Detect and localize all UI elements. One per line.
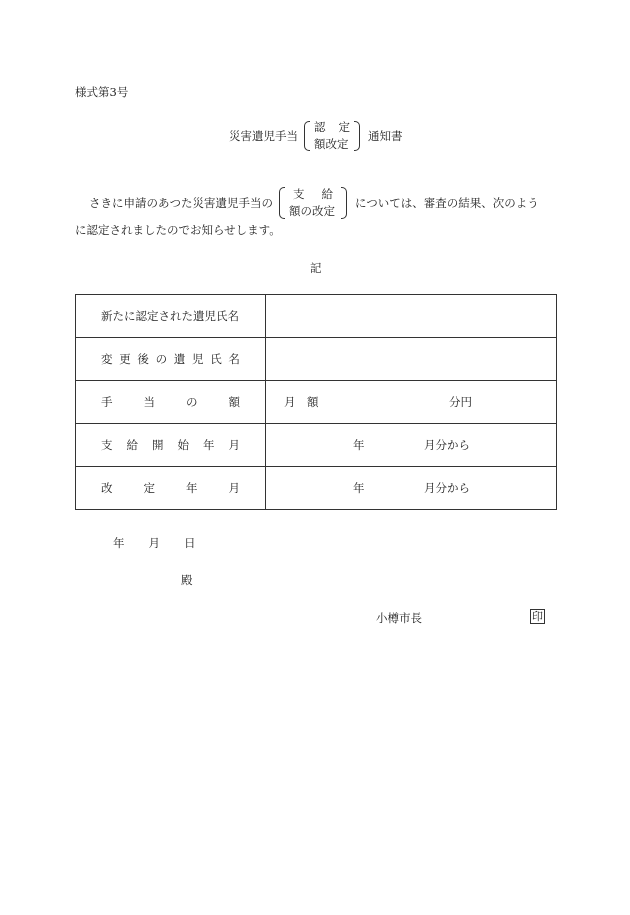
left-bracket [279,187,285,219]
seal-mark: 印 [532,610,543,623]
date-year: 年 [113,536,125,550]
row4-label-char: 給 [126,438,138,452]
row2-label-char: 遺 [173,352,186,366]
right-bracket [354,121,360,151]
row2-label-char: 後 [137,352,149,366]
body-option-top-char-2: 給 [321,187,333,201]
row4-value-month: 月分から [424,438,470,452]
table-row [76,467,557,510]
row5-label-char: 月 [228,481,240,495]
row3-value-unit: 分円 [449,395,472,409]
table-label-cell [76,381,266,424]
title-bracket-options [314,120,350,152]
row3-value-monthly: 月 額 [284,395,319,409]
row4-label-char: 年 [203,438,215,452]
row2-label-char: の [155,352,168,366]
table-value-cell [266,467,557,510]
document-title [229,119,403,153]
body-option-top-char-1: 支 [293,187,305,201]
body-bracket-options [289,187,337,219]
row2-label-char: 変 [101,352,113,366]
row4-value-year: 年 [353,438,365,452]
title-suffix: 通知書 [368,129,403,143]
left-bracket [304,121,310,151]
table-label-cell [76,424,266,467]
body-line1-prefix: さきに申請のあつた災害遺児手当の [89,196,273,210]
row2-label-char: 更 [119,352,131,366]
table-value-cell [266,381,557,424]
row4-label-char: 月 [228,438,240,452]
table-row [76,424,557,467]
table-label-cell [76,295,266,338]
row2-label-char: 児 [192,352,204,366]
table-row [76,381,557,424]
row3-label-char: 手 [101,395,113,409]
row2-label-char: 氏 [210,352,222,366]
date-month: 月 [148,536,160,550]
title-option-top-char-2: 定 [338,120,350,134]
row4-label-char: 始 [177,438,189,452]
date-line [113,535,220,551]
table-label-cell [76,338,266,381]
row5-label-char: 改 [101,481,113,495]
row4-label-char: 開 [152,438,164,452]
body-line-1 [89,186,539,220]
body-line1-suffix: については、審査の結果、次のよう [355,196,539,210]
row5-label-char: 定 [143,481,155,495]
table-label-cell [76,467,266,510]
ki-heading: 記 [310,261,322,275]
row3-label-char: 額 [228,395,240,409]
addressee-suffix: 殿 [181,573,193,587]
form-number: 様式第3号 [75,85,129,99]
date-day: 日 [184,536,196,550]
row5-value-year: 年 [353,481,365,495]
row1-label: 新たに認定された遺児氏名 [101,309,239,323]
row3-label-char: の [186,395,198,409]
title-prefix: 災害遺児手当 [229,129,298,143]
table-value-cell [266,338,557,381]
issuer-name: 小樽市長 [376,611,422,625]
row3-label-char: 当 [143,395,155,409]
table-row [76,338,557,381]
row4-label-char: 支 [101,438,113,452]
table-value-cell [266,424,557,467]
right-bracket [341,187,347,219]
table-value-cell [266,295,557,338]
title-option-bottom: 額改定 [314,137,349,151]
body-option-bottom: 額の改定 [289,204,335,218]
row5-label-char: 年 [186,481,198,495]
table-row [76,295,557,338]
row2-label-char: 名 [228,352,240,366]
notice-table [75,294,557,510]
title-option-top-char-1: 認 [314,120,326,134]
body-line-2: に認定されましたのでお知らせします。 [75,223,281,237]
row5-value-month: 月分から [424,481,470,495]
